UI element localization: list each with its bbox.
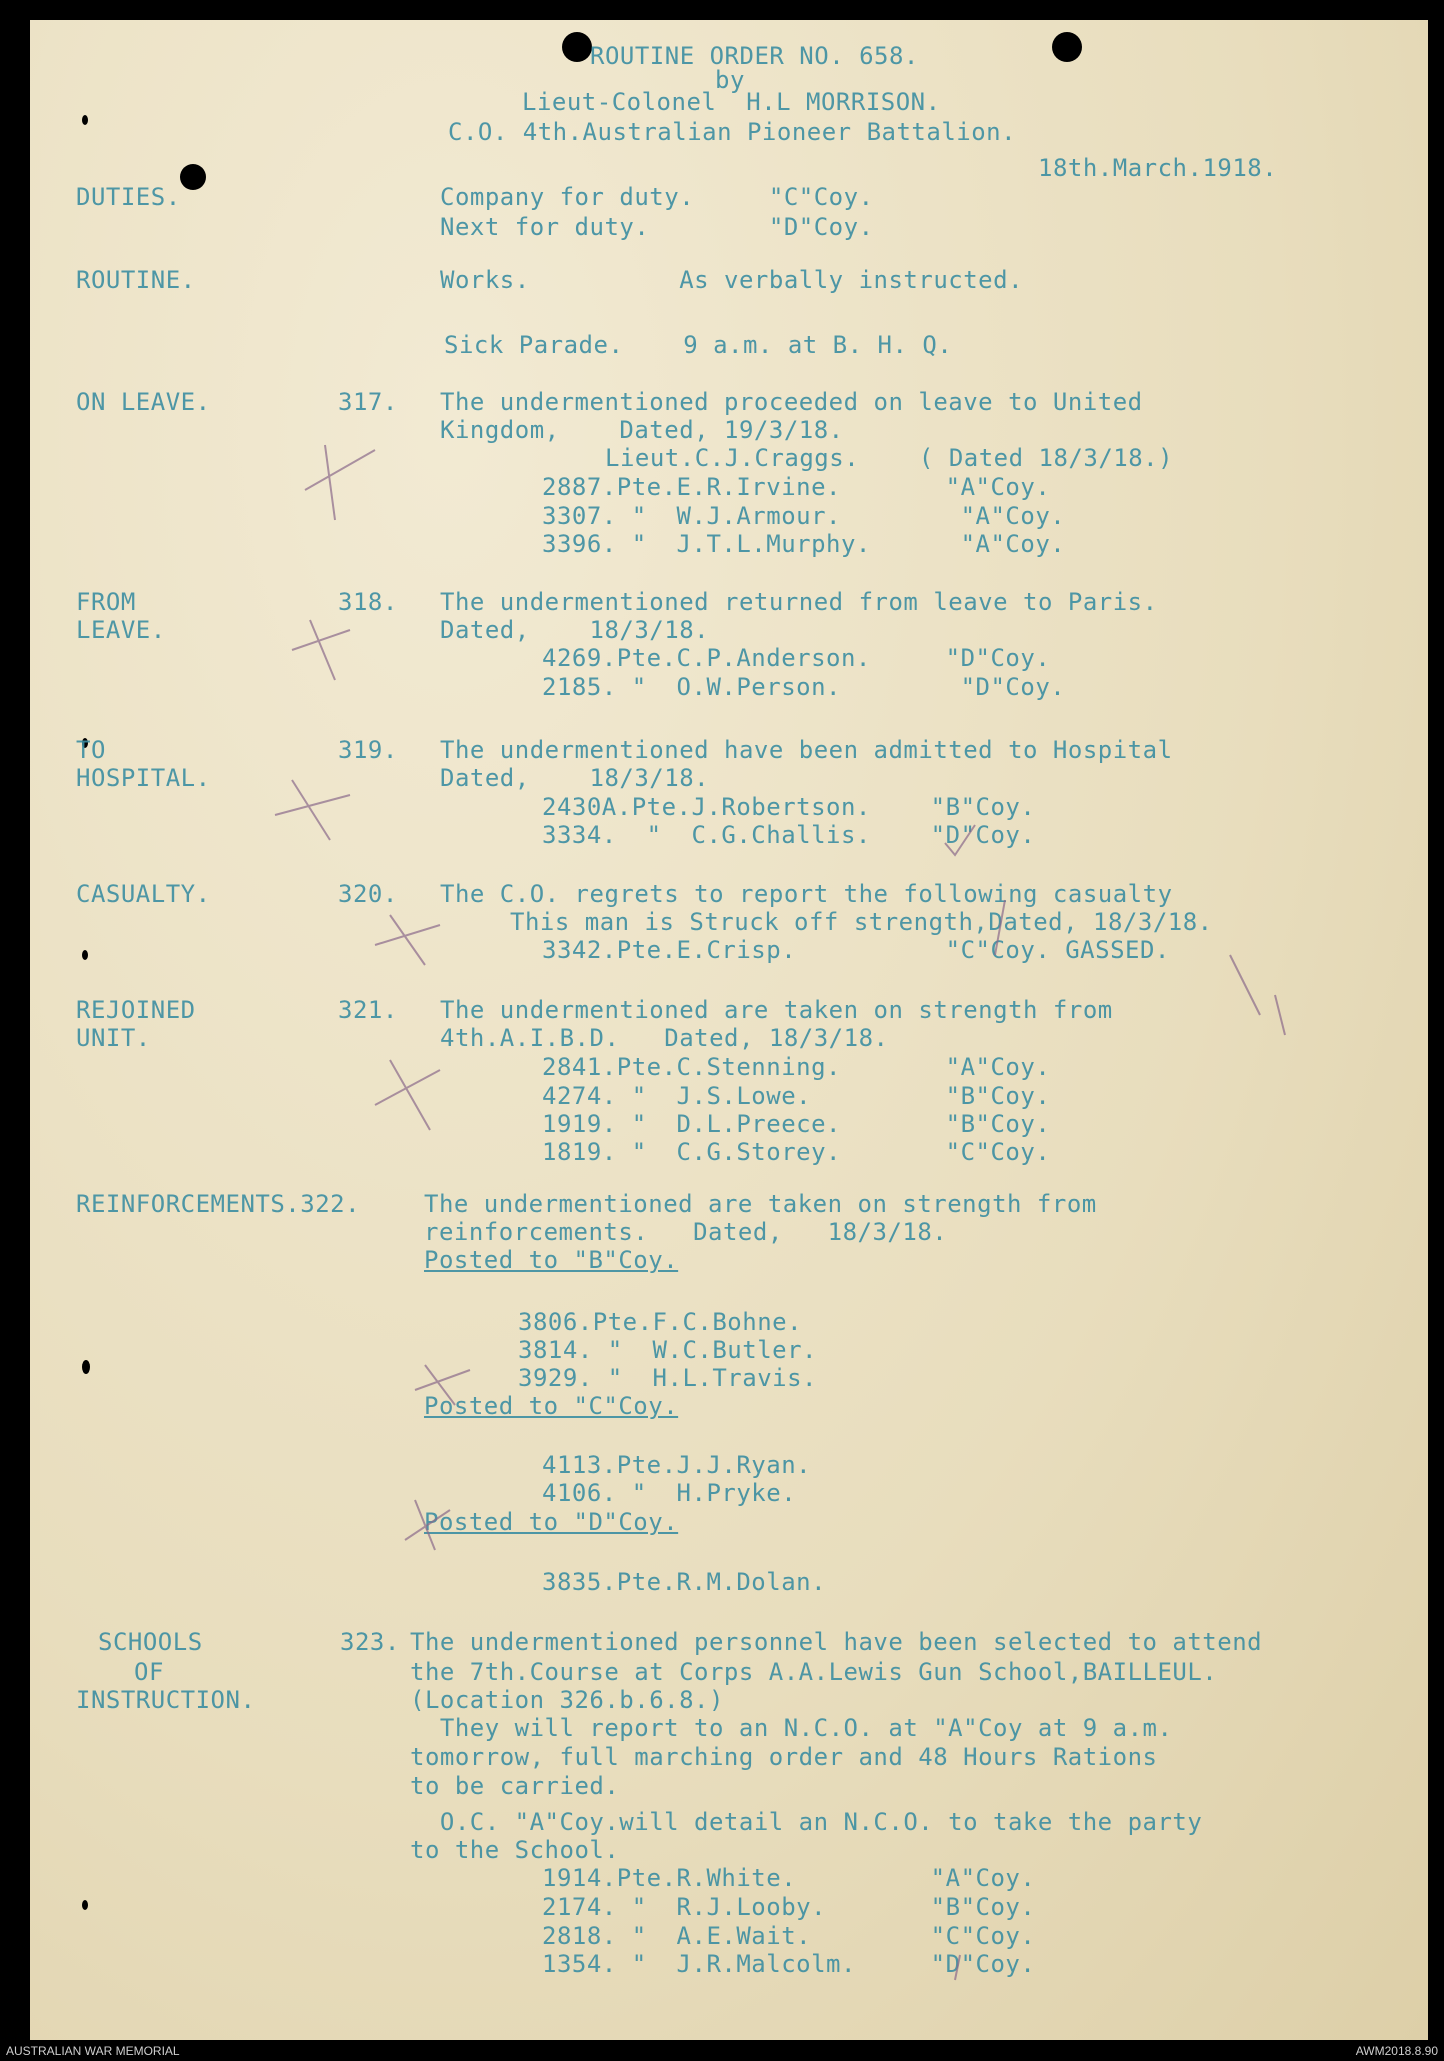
order-text: (Location 326.b.6.8.) bbox=[410, 1686, 724, 1714]
order-number: 320. bbox=[338, 880, 398, 908]
duties-line: Company for duty. "C"Coy. bbox=[440, 183, 874, 211]
personnel-row: 3835.Pte.R.M.Dolan. bbox=[542, 1568, 827, 1596]
personnel-row: 1819. " C.G.Storey. "C"Coy. bbox=[542, 1138, 1051, 1166]
order-unit: C.O. 4th.Australian Pioneer Battalion. bbox=[448, 118, 1017, 146]
order-officer: Lieut-Colonel H.L MORRISON. bbox=[522, 88, 941, 116]
section-heading-routine: ROUTINE. bbox=[76, 266, 196, 294]
personnel-row: 3806.Pte.F.C.Bohne. bbox=[518, 1308, 803, 1336]
document-page bbox=[30, 20, 1428, 2040]
order-text: The undermentioned have been admitted to Hospital bbox=[440, 736, 1173, 764]
order-text: Dated, 18/3/18. bbox=[440, 764, 710, 792]
pencil-tick bbox=[945, 825, 975, 855]
routine-line: Sick Parade. 9 a.m. at B. H. Q. bbox=[444, 331, 953, 359]
personnel-row: 2185. " O.W.Person. "D"Coy. bbox=[542, 673, 1066, 701]
section-heading-on-leave: ON LEAVE. bbox=[76, 388, 211, 416]
posted-heading: Posted to "B"Coy. bbox=[424, 1246, 679, 1274]
order-text: the 7th.Course at Corps A.A.Lewis Gun School,BAILLEUL. bbox=[410, 1658, 1218, 1686]
personnel-row: 3334. " C.G.Challis. "D"Coy. bbox=[542, 821, 1036, 849]
personnel-row: 2887.Pte.E.R.Irvine. "A"Coy. bbox=[542, 473, 1051, 501]
personnel-row: 3814. " W.C.Butler. bbox=[518, 1336, 817, 1364]
order-text: The undermentioned are taken on strength from bbox=[440, 996, 1113, 1024]
order-text: The undermentioned are taken on strength from bbox=[424, 1190, 1097, 1218]
personnel-row: 2174. " R.J.Looby. "B"Coy. bbox=[542, 1893, 1036, 1921]
personnel-row: 1914.Pte.R.White. "A"Coy. bbox=[542, 1864, 1036, 1892]
personnel-row: 4274. " J.S.Lowe. "B"Coy. bbox=[542, 1082, 1051, 1110]
order-number: 318. bbox=[338, 588, 398, 616]
section-heading-schools: SCHOOLS bbox=[98, 1628, 203, 1656]
personnel-row: 3342.Pte.E.Crisp. "C"Coy. GASSED. bbox=[542, 936, 1170, 964]
order-number: 317. bbox=[338, 388, 398, 416]
section-heading-rejoined: UNIT. bbox=[76, 1024, 151, 1052]
posted-heading: Posted to "D"Coy. bbox=[424, 1508, 679, 1536]
section-heading-duties: DUTIES. bbox=[76, 183, 181, 211]
pencil-stroke bbox=[995, 900, 1005, 955]
footer-left: AUSTRALIAN WAR MEMORIAL bbox=[6, 2044, 180, 2058]
personnel-row: 3929. " H.L.Travis. bbox=[518, 1364, 817, 1392]
pencil-cross bbox=[305, 445, 375, 520]
order-text: 4th.A.I.B.D. Dated, 18/3/18. bbox=[440, 1024, 889, 1052]
pencil-stroke bbox=[1275, 995, 1285, 1035]
footer-right: AWM2018.8.90 bbox=[1355, 2044, 1438, 2058]
personnel-row: 4113.Pte.J.J.Ryan. bbox=[542, 1451, 812, 1479]
section-heading-schools: INSTRUCTION. bbox=[76, 1686, 256, 1714]
order-number: 321. bbox=[338, 996, 398, 1024]
order-text: O.C. "A"Coy.will detail an N.C.O. to take the party bbox=[410, 1808, 1203, 1836]
order-text: tomorrow, full marching order and 48 Hours Rations bbox=[410, 1743, 1158, 1771]
personnel-row: 2818. " A.E.Wait. "C"Coy. bbox=[542, 1922, 1036, 1950]
section-heading-rejoined: REJOINED bbox=[76, 996, 196, 1024]
posted-heading: Posted to "C"Coy. bbox=[424, 1392, 679, 1420]
order-text: to be carried. bbox=[410, 1772, 620, 1800]
pencil-cross bbox=[375, 1060, 440, 1130]
section-heading-to-hospital: HOSPITAL. bbox=[76, 764, 211, 792]
order-text: The undermentioned proceeded on leave to United bbox=[440, 388, 1143, 416]
order-number: 323. bbox=[340, 1628, 400, 1656]
order-text: The undermentioned returned from leave to Paris. bbox=[440, 588, 1158, 616]
pencil-cross bbox=[292, 620, 350, 680]
section-heading-to-hospital: TO bbox=[76, 736, 106, 764]
section-heading-schools: OF bbox=[134, 1658, 164, 1686]
pencil-cross bbox=[415, 1365, 470, 1405]
pencil-annotations bbox=[30, 20, 1428, 2040]
personnel-row: 2841.Pte.C.Stenning. "A"Coy. bbox=[542, 1053, 1051, 1081]
order-title: ROUTINE ORDER NO. 658. bbox=[590, 42, 919, 70]
order-text: The undermentioned personnel have been selected to attend bbox=[410, 1628, 1263, 1656]
pencil-cross bbox=[275, 780, 350, 840]
personnel-row: 2430A.Pte.J.Robertson. "B"Coy. bbox=[542, 793, 1036, 821]
pencil-stroke bbox=[1230, 955, 1260, 1015]
personnel-row: 4106. " H.Pryke. bbox=[542, 1479, 797, 1507]
order-text: The C.O. regrets to report the following casualty bbox=[440, 880, 1173, 908]
pencil-cross bbox=[405, 1500, 450, 1550]
section-heading-from-leave: FROM bbox=[76, 588, 136, 616]
order-text: reinforcements. Dated, 18/3/18. bbox=[424, 1218, 948, 1246]
section-heading-from-leave: LEAVE. bbox=[76, 616, 166, 644]
order-text: Kingdom, Dated, 19/3/18. bbox=[440, 416, 844, 444]
order-date: 18th.March.1918. bbox=[1038, 154, 1278, 182]
order-text: to the School. bbox=[410, 1836, 620, 1864]
section-heading-casualty: CASUALTY. bbox=[76, 880, 211, 908]
order-text: They will report to an N.C.O. at "A"Coy at 9 a.m. bbox=[410, 1714, 1173, 1742]
personnel-row: 1354. " J.R.Malcolm. "D"Coy. bbox=[542, 1950, 1036, 1978]
personnel-row: Lieut.C.J.Craggs. ( Dated 18/3/18.) bbox=[605, 444, 1174, 472]
personnel-row: 3396. " J.T.L.Murphy. "A"Coy. bbox=[542, 530, 1066, 558]
personnel-row: 4269.Pte.C.P.Anderson. "D"Coy. bbox=[542, 644, 1051, 672]
pencil-stroke bbox=[955, 1955, 960, 1980]
routine-line: Works. As verbally instructed. bbox=[440, 266, 1024, 294]
personnel-row: 1919. " D.L.Preece. "B"Coy. bbox=[542, 1110, 1051, 1138]
section-heading-reinforcements: REINFORCEMENTS.322. bbox=[76, 1190, 361, 1218]
order-text: Dated, 18/3/18. bbox=[440, 616, 710, 644]
order-by: by bbox=[715, 66, 745, 94]
duties-line: Next for duty. "D"Coy. bbox=[440, 213, 874, 241]
order-number: 319. bbox=[338, 736, 398, 764]
order-text: This man is Struck off strength,Dated, 18/3/18. bbox=[510, 908, 1213, 936]
pencil-cross bbox=[375, 915, 440, 965]
personnel-row: 3307. " W.J.Armour. "A"Coy. bbox=[542, 502, 1066, 530]
